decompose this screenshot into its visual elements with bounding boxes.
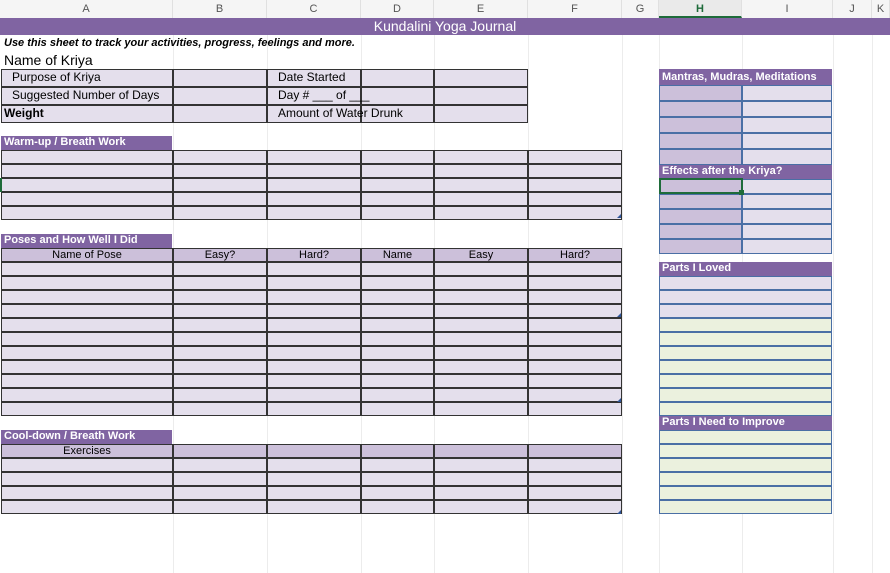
table-cell[interactable] <box>173 332 267 346</box>
table-cell[interactable] <box>434 388 528 402</box>
table-cell[interactable] <box>1 458 173 472</box>
table-cell[interactable] <box>528 276 622 290</box>
table-cell[interactable] <box>267 206 361 220</box>
table-cell[interactable] <box>1 500 173 514</box>
table-cell[interactable] <box>267 402 361 416</box>
table-resize-handle[interactable] <box>617 398 621 402</box>
table-cell[interactable] <box>1 472 173 486</box>
table-cell[interactable] <box>528 346 622 360</box>
table-cell[interactable] <box>434 87 528 105</box>
journal-title[interactable]: Kundalini Yoga Journal <box>0 18 890 35</box>
table-cell[interactable] <box>1 304 173 318</box>
table-cell[interactable] <box>173 69 267 87</box>
table-cell[interactable] <box>528 374 622 388</box>
table-cell[interactable] <box>267 444 361 458</box>
table-cell[interactable] <box>659 290 832 304</box>
mantras-section-header[interactable]: Mantras, Mudras, Meditations <box>659 69 832 85</box>
row-selection-marker <box>0 178 2 192</box>
table-cell[interactable] <box>434 360 528 374</box>
poses-section-header[interactable]: Poses and How Well I Did <box>1 234 172 248</box>
table-cell[interactable] <box>528 500 622 514</box>
table-cell[interactable] <box>361 402 434 416</box>
table-cell[interactable] <box>361 332 434 346</box>
cooldown-col-exercises[interactable]: Exercises <box>63 445 111 457</box>
column-header-i[interactable]: I <box>742 0 833 18</box>
table-cell[interactable] <box>434 346 528 360</box>
table-cell[interactable] <box>173 150 267 164</box>
table-cell[interactable] <box>1 360 173 374</box>
water-label[interactable]: Amount of Water Drunk <box>278 106 403 120</box>
table-cell[interactable] <box>434 304 528 318</box>
table-resize-handle[interactable] <box>617 214 621 218</box>
table-cell[interactable] <box>361 374 434 388</box>
table-cell[interactable] <box>434 374 528 388</box>
table-cell[interactable] <box>528 332 622 346</box>
table-cell[interactable] <box>1 164 173 178</box>
suggested-days-label[interactable]: Suggested Number of Days <box>12 88 160 102</box>
table-cell[interactable] <box>1 318 173 332</box>
table-cell[interactable] <box>361 206 434 220</box>
table-cell[interactable] <box>267 388 361 402</box>
table-cell[interactable] <box>173 374 267 388</box>
table-cell[interactable] <box>267 346 361 360</box>
table-cell[interactable] <box>659 500 832 514</box>
table-cell[interactable] <box>528 262 622 276</box>
table-cell[interactable] <box>173 318 267 332</box>
table-cell[interactable] <box>361 318 434 332</box>
table-cell[interactable] <box>528 290 622 304</box>
table-cell[interactable] <box>361 178 434 192</box>
table-cell[interactable] <box>434 332 528 346</box>
table-cell[interactable] <box>659 388 832 402</box>
table-cell[interactable] <box>528 192 622 206</box>
poses-col-name[interactable]: Name of Pose <box>52 249 122 261</box>
poses-col-easy[interactable]: Easy? <box>204 249 236 261</box>
table-cell[interactable] <box>173 262 267 276</box>
table-cell[interactable] <box>1 346 173 360</box>
table-cell[interactable] <box>742 239 832 254</box>
table-cell[interactable] <box>434 150 528 164</box>
table-cell[interactable] <box>659 472 832 486</box>
table-cell[interactable] <box>361 276 434 290</box>
table-cell[interactable] <box>173 346 267 360</box>
table-cell[interactable] <box>742 179 832 194</box>
table-cell[interactable] <box>267 472 361 486</box>
column-header-f[interactable]: F <box>528 0 622 18</box>
table-cell[interactable] <box>659 374 832 388</box>
table-resize-handle[interactable] <box>617 313 621 317</box>
table-cell[interactable] <box>267 360 361 374</box>
table-cell[interactable] <box>528 178 622 192</box>
table-cell[interactable] <box>361 87 434 105</box>
table-cell[interactable] <box>528 388 622 402</box>
date-started-label[interactable]: Date Started <box>278 70 346 84</box>
column-header-b[interactable]: B <box>173 0 267 18</box>
instructions-text[interactable]: Use this sheet to track your activities, progress, feelings and more. <box>4 37 355 49</box>
table-cell[interactable] <box>528 206 622 220</box>
table-cell[interactable] <box>1 486 173 500</box>
table-cell[interactable] <box>173 500 267 514</box>
table-cell[interactable] <box>267 262 361 276</box>
table-cell[interactable] <box>173 444 267 458</box>
table-cell[interactable] <box>361 486 434 500</box>
table-cell[interactable] <box>528 150 622 164</box>
table-cell[interactable] <box>361 472 434 486</box>
table-cell[interactable] <box>742 133 832 149</box>
table-cell[interactable] <box>742 85 832 101</box>
poses-col-hard[interactable]: Hard? <box>299 249 329 261</box>
table-cell[interactable] <box>361 192 434 206</box>
column-header-bar <box>0 0 890 19</box>
table-cell[interactable] <box>173 402 267 416</box>
table-cell[interactable] <box>361 458 434 472</box>
table-cell[interactable] <box>659 276 832 290</box>
table-cell[interactable] <box>528 458 622 472</box>
table-cell[interactable] <box>659 346 832 360</box>
table-cell[interactable] <box>528 304 622 318</box>
table-cell[interactable] <box>434 500 528 514</box>
table-cell[interactable] <box>267 192 361 206</box>
table-cell[interactable] <box>173 206 267 220</box>
table-cell[interactable] <box>528 486 622 500</box>
table-cell[interactable] <box>528 318 622 332</box>
weight-label[interactable]: Weight <box>4 106 44 120</box>
table-cell[interactable] <box>1 178 173 192</box>
table-cell[interactable] <box>659 402 832 416</box>
table-cell[interactable] <box>434 290 528 304</box>
table-cell[interactable] <box>434 164 528 178</box>
column-header-j[interactable]: J <box>833 0 872 18</box>
column-header-g[interactable]: G <box>622 0 659 18</box>
table-cell[interactable] <box>434 486 528 500</box>
loved-section-header[interactable]: Parts I Loved <box>659 262 832 276</box>
table-cell[interactable] <box>434 318 528 332</box>
table-cell[interactable] <box>173 105 267 123</box>
table-cell[interactable] <box>361 69 434 87</box>
table-cell[interactable] <box>361 304 434 318</box>
table-cell[interactable] <box>173 486 267 500</box>
table-cell[interactable] <box>1 262 173 276</box>
table-cell[interactable] <box>1 276 173 290</box>
table-cell[interactable] <box>267 164 361 178</box>
table-cell[interactable] <box>659 458 832 472</box>
table-cell[interactable] <box>434 402 528 416</box>
table-cell[interactable] <box>434 262 528 276</box>
table-cell[interactable] <box>742 117 832 133</box>
table-cell[interactable] <box>267 178 361 192</box>
table-cell[interactable] <box>267 374 361 388</box>
table-cell[interactable] <box>173 290 267 304</box>
cooldown-section-header[interactable]: Cool-down / Breath Work <box>1 430 172 444</box>
table-cell[interactable] <box>528 360 622 374</box>
table-cell[interactable] <box>361 360 434 374</box>
table-cell[interactable] <box>361 290 434 304</box>
table-cell[interactable] <box>659 101 742 117</box>
name-of-kriya-label[interactable]: Name of Kriya <box>4 52 93 68</box>
purpose-label[interactable]: Purpose of Kriya <box>12 70 101 84</box>
fill-handle[interactable] <box>739 190 744 195</box>
table-cell[interactable] <box>659 318 832 332</box>
table-cell[interactable] <box>173 388 267 402</box>
table-cell[interactable] <box>1 388 173 402</box>
active-cell-selection[interactable] <box>659 178 743 194</box>
improve-section-header[interactable]: Parts I Need to Improve <box>659 416 832 430</box>
table-cell[interactable] <box>173 87 267 105</box>
table-cell[interactable] <box>434 192 528 206</box>
table-cell[interactable] <box>434 472 528 486</box>
table-cell[interactable] <box>1 290 173 304</box>
table-cell[interactable] <box>173 458 267 472</box>
table-cell[interactable] <box>659 444 832 458</box>
table-cell[interactable] <box>434 458 528 472</box>
table-cell[interactable] <box>434 276 528 290</box>
table-cell[interactable] <box>361 388 434 402</box>
table-cell[interactable] <box>173 360 267 374</box>
table-cell[interactable] <box>267 304 361 318</box>
table-cell[interactable] <box>659 224 742 239</box>
table-cell[interactable] <box>528 444 622 458</box>
table-cell[interactable] <box>267 332 361 346</box>
table-cell[interactable] <box>742 224 832 239</box>
table-cell[interactable] <box>742 149 832 165</box>
day-number-label[interactable]: Day # ___ of ___ <box>278 88 370 102</box>
table-cell[interactable] <box>659 194 742 209</box>
table-cell[interactable] <box>742 101 832 117</box>
table-cell[interactable] <box>434 69 528 87</box>
table-cell[interactable] <box>1 206 173 220</box>
table-cell[interactable] <box>659 304 832 318</box>
table-cell[interactable] <box>742 194 832 209</box>
poses-col-name2[interactable]: Name <box>382 249 413 261</box>
table-cell[interactable] <box>173 192 267 206</box>
table-cell[interactable] <box>1 374 173 388</box>
table-cell[interactable] <box>267 318 361 332</box>
table-cell[interactable] <box>173 178 267 192</box>
poses-col-hard2[interactable]: Hard? <box>560 249 590 261</box>
column-header-a[interactable]: A <box>0 0 173 18</box>
table-cell[interactable] <box>267 486 361 500</box>
spreadsheet-grid[interactable] <box>0 18 890 573</box>
table-cell[interactable] <box>361 346 434 360</box>
table-cell[interactable] <box>659 85 742 101</box>
table-cell[interactable] <box>173 304 267 318</box>
table-cell[interactable] <box>528 472 622 486</box>
table-cell[interactable] <box>659 430 832 444</box>
table-cell[interactable] <box>267 276 361 290</box>
table-cell[interactable] <box>659 486 832 500</box>
table-cell[interactable] <box>528 402 622 416</box>
table-cell[interactable] <box>742 209 832 224</box>
table-cell[interactable] <box>659 332 832 346</box>
table-cell[interactable] <box>1 192 173 206</box>
column-header-k[interactable]: K <box>872 0 890 18</box>
table-cell[interactable] <box>659 360 832 374</box>
table-cell[interactable] <box>361 500 434 514</box>
effects-section-header[interactable]: Effects after the Kriya? <box>659 165 832 179</box>
column-header-h[interactable]: H <box>659 0 742 18</box>
table-cell[interactable] <box>659 239 742 254</box>
table-cell[interactable] <box>1 332 173 346</box>
table-cell[interactable] <box>361 150 434 164</box>
table-cell[interactable] <box>361 444 434 458</box>
table-cell[interactable] <box>267 290 361 304</box>
table-cell[interactable] <box>528 164 622 178</box>
table-cell[interactable] <box>173 276 267 290</box>
table-cell[interactable] <box>267 458 361 472</box>
table-resize-handle[interactable] <box>617 510 621 514</box>
table-cell[interactable] <box>434 444 528 458</box>
column-header-c[interactable]: C <box>267 0 361 18</box>
table-cell[interactable] <box>659 149 742 165</box>
table-cell[interactable] <box>1 150 173 164</box>
table-cell[interactable] <box>659 133 742 149</box>
warmup-section-header[interactable]: Warm-up / Breath Work <box>1 136 172 150</box>
table-cell[interactable] <box>659 209 742 224</box>
column-header-d[interactable]: D <box>361 0 434 18</box>
table-cell[interactable] <box>173 472 267 486</box>
table-cell[interactable] <box>434 206 528 220</box>
poses-col-easy2[interactable]: Easy <box>468 249 494 261</box>
table-cell[interactable] <box>173 164 267 178</box>
table-cell[interactable] <box>361 262 434 276</box>
table-cell[interactable] <box>267 500 361 514</box>
table-cell[interactable] <box>434 178 528 192</box>
column-header-e[interactable]: E <box>434 0 528 18</box>
table-cell[interactable] <box>267 150 361 164</box>
table-cell[interactable] <box>659 117 742 133</box>
table-cell[interactable] <box>361 164 434 178</box>
table-cell[interactable] <box>1 402 173 416</box>
table-cell[interactable] <box>434 105 528 123</box>
